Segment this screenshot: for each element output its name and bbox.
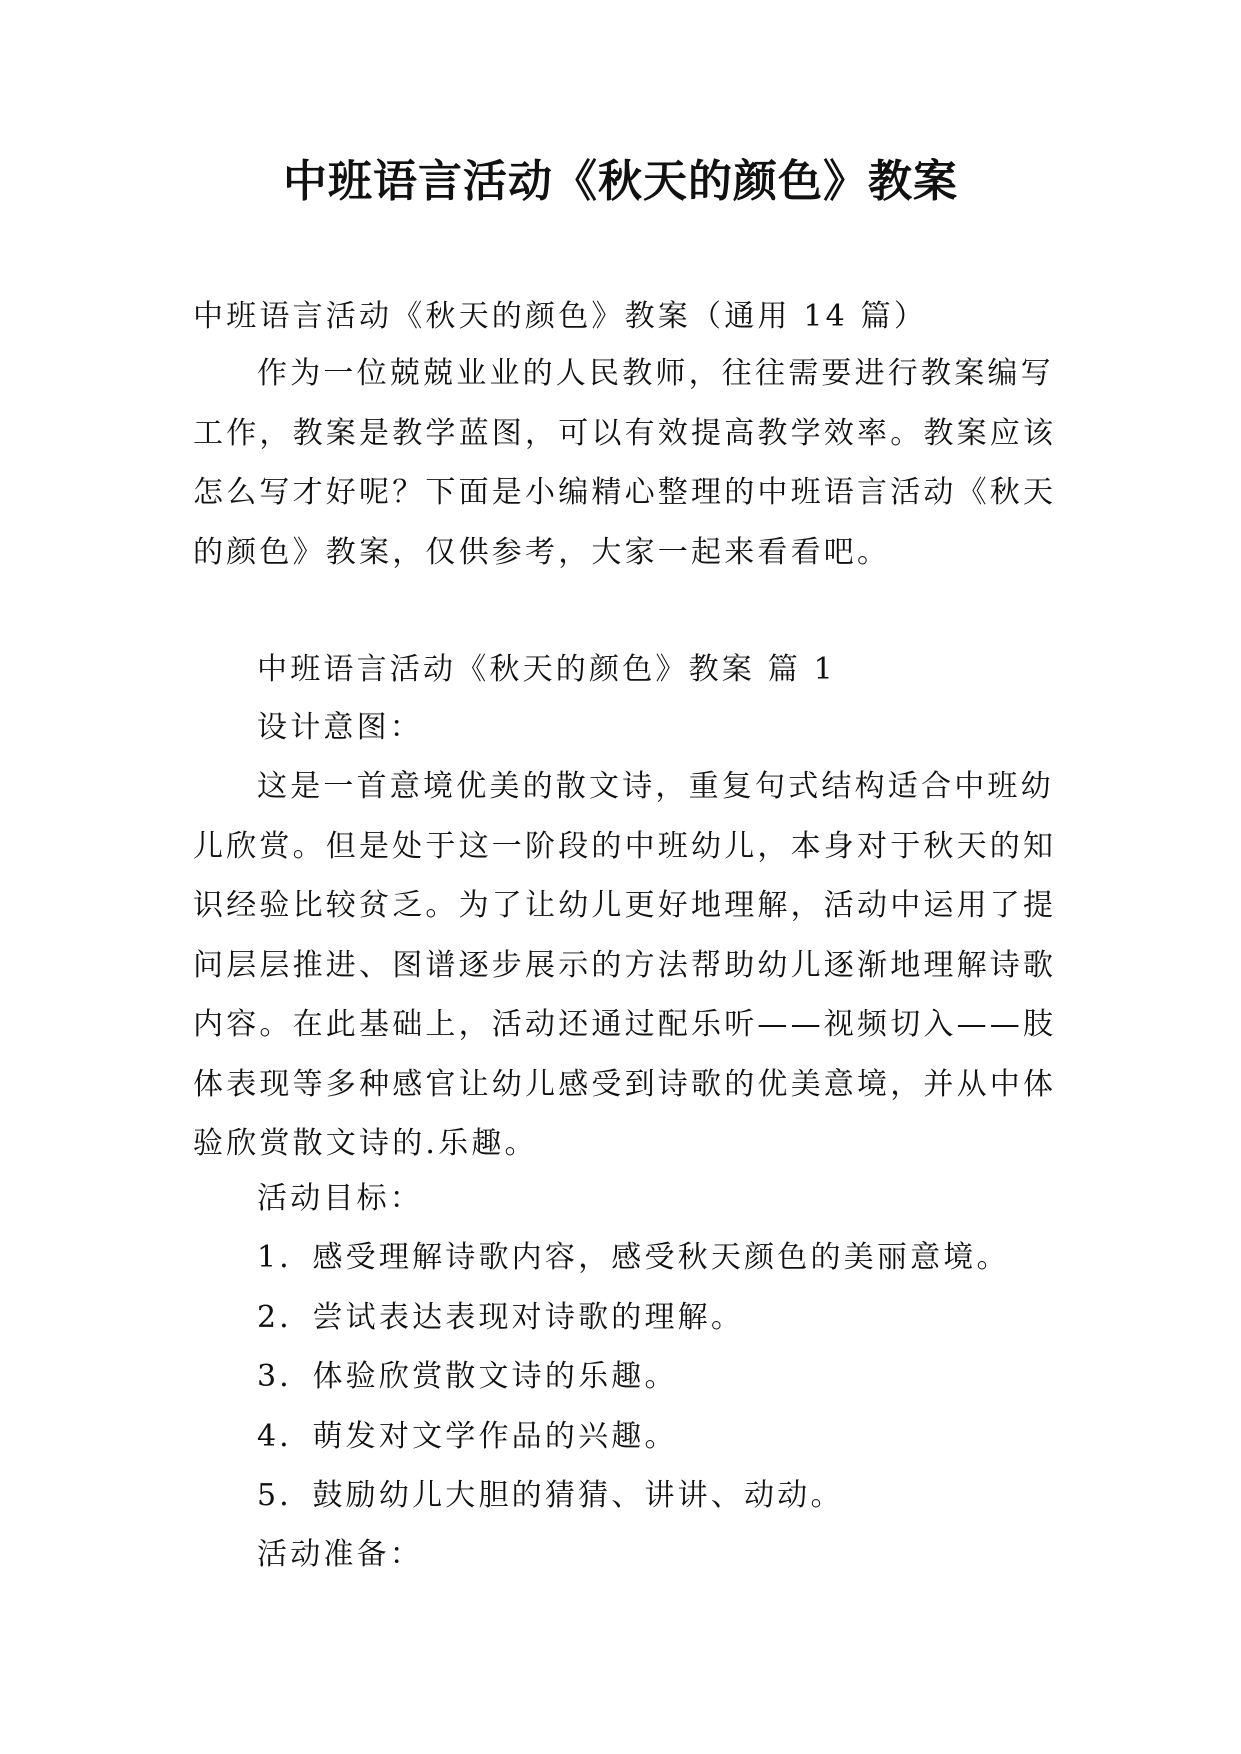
design-line: 体表现等多种感官让幼儿感受到诗歌的优美意境，并从中体: [193, 1066, 1057, 1102]
intro-line: 的颜色》教案，仅供参考，大家一起来看看吧。: [193, 534, 891, 570]
design-line: 问层层推进、图谱逐步展示的方法帮助幼儿逐渐地理解诗歌: [193, 947, 1057, 983]
list-item: 5．鼓励幼儿大胆的猜猜、讲讲、动动。: [257, 1478, 844, 1513]
goals-list: [257, 1228, 1010, 1526]
design-line: 这是一首意境优美的散文诗，重复句式结构适合中班幼: [257, 769, 1054, 804]
design-heading: 设计意图：: [257, 710, 423, 745]
prep-heading: 活动准备：: [257, 1537, 423, 1572]
intro-paragraph: [193, 344, 1057, 582]
document-subtitle: 中班语言活动《秋天的颜色》教案（通用 14 篇）: [193, 299, 928, 334]
design-line: 识经验比较贫乏。为了让幼儿更好地理解，活动中运用了提: [193, 888, 1057, 923]
design-line: 内容。在此基础上，活动还通过配乐听——视频切入——肢: [193, 1007, 1057, 1042]
intro-line: 怎么写才好呢？下面是小编精心整理的中班语言活动《秋天: [193, 475, 1057, 510]
intro-line: 作为一位兢兢业业的人民教师，往往需要进行教案编写: [257, 356, 1054, 391]
design-paragraph: [193, 757, 1057, 1174]
list-item: 4．萌发对文学作品的兴趣。: [257, 1418, 678, 1454]
design-line: 儿欣赏。但是处于这一阶段的中班幼儿，本身对于秋天的知: [193, 828, 1057, 864]
section-heading: 中班语言活动《秋天的颜色》教案 篇 1: [257, 652, 836, 687]
list-item: 1．感受理解诗歌内容，感受秋天颜色的美丽意境。: [257, 1240, 1010, 1275]
list-item: 3．体验欣赏散文诗的乐趣。: [257, 1359, 678, 1394]
document-title: 中班语言活动《秋天的颜色》教案: [283, 156, 958, 207]
list-item: 2．尝试表达表现对诗歌的理解。: [257, 1299, 745, 1335]
goals-heading: 活动目标：: [257, 1181, 423, 1216]
intro-line: 工作，教案是教学蓝图，可以有效提高教学效率。教案应该: [193, 415, 1057, 451]
design-line: 验欣赏散文诗的.乐趣。: [193, 1126, 538, 1161]
